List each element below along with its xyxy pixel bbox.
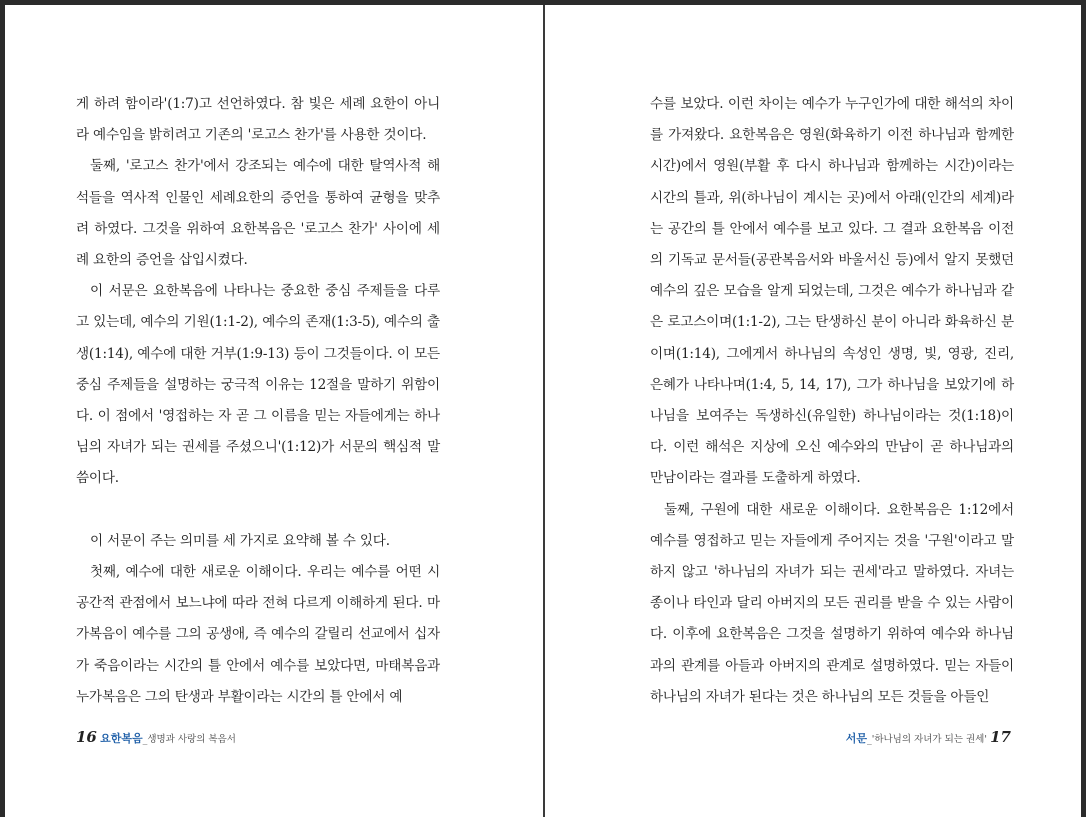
paragraph: 이 서문이 주는 의미를 세 가지로 요약해 볼 수 있다. [90, 532, 390, 549]
page-number: 16 [76, 728, 97, 746]
right-page-body [650, 89, 1014, 713]
paragraph-spacer [76, 495, 440, 526]
book-subtitle: _생명과 사랑의 복음서 [142, 734, 236, 745]
left-page [5, 5, 543, 817]
right-page-footer [846, 728, 1011, 746]
right-page [545, 5, 1081, 817]
paragraph: 첫째, 예수에 대한 새로운 이해이다. 우리는 예수를 어떤 시공간적 관점에서 보느냐에 따라 전혀 다르게 이해하게 된다. 마가복음이 예수를 그의 공생애, 즉 예수의 갈릴리 선교에서 십자가 죽음이라는 시간의 틀 안에서 예수를 보았다면, 마태복음과 누가복음은 그의 탄생과 부활이라는 시간의 틀 안에서 예 [76, 564, 440, 705]
paragraph: 둘째, 구원에 대한 새로운 이해이다. 요한복음은 1:12에서 예수를 영접하고 믿는 자들에게 주어지는 것을 '구원'이라고 말하지 않고 '하나님의 자녀가 되는 권세'라고 말하였다. 자녀는 종이나 타인과 달리 아버지의 모든 권리를 받을 수 있는 사람이다. 이후에 요한복음은 그것을 설명하기 위하여 예수와 하나님과의 관계를 아들과 아버지의 관계로 설명하였다. 믿는 자들이 하나님의 자녀가 된다는 것은 하나님의 모든 것들을 아들인 [650, 501, 1014, 705]
paragraph: 수를 보았다. 이런 차이는 예수가 누구인가에 대한 해석의 차이를 가져왔다. 요한복음은 영원(화육하기 이전 하나님과 함께한 시간)에서 영원(부활 후 다시 하나님과 함께하는 시간)이라는 시간의 틀과, 위(하나님이 계시는 곳)에서 아래(인간의 세계)라는 공간의 틀 안에서 예수를 보고 있다. 그 결과 요한복음 이전의 기독교 문서들(공관복음서와 바울서신 등)에서 알지 못했던 예수의 깊은 모습을 알게 되었는데, 그것은 예수가 하나님과 같은 로고스이며(1:1-2), 그는 탄생하신 분이 아니라 화육하신 분이며(1:14), 그에게서 하나님의 속성인 생명, 빛, 영광, 진리, 은혜가 나타나며(1:4, 5, 14, 17), 그가 하나님을 보았기에 하나님을 보여주는 독생하신(유일한) 하나님이라는 것(1:18)이다. 이런 해석은 지상에 오신 예수와의 만남이 곧 하나님과의 만남이라는 결과를 도출하게 하였다. [650, 96, 1014, 487]
section-title: _'하나님의 자녀가 되는 권세' [866, 734, 987, 745]
paragraph: 이 서문은 요한복음에 나타나는 중요한 중심 주제들을 다루고 있는데, 예수의 기원(1:1-2), 예수의 존재(1:3-5), 예수의 출생(1:14), 예수에 대한 거부(1:9-13) 등이 그것들이다. 이 모든 중심 주제들을 설명하는 궁극적 이유는 12절을 말하기 위함이다. 이 점에서 '영접하는 자 곧 그 이름을 믿는 자들에게는 하나님의 자녀가 되는 권세를 주셨으니'(1:12)가 서문의 핵심적 말씀이다. [76, 283, 440, 487]
left-page-body [76, 89, 440, 713]
book-title: 요한복음 [100, 732, 143, 745]
left-page-footer [76, 728, 236, 746]
paragraph: 게 하려 함이라'(1:7)고 선언하였다. 참 빛은 세례 요한이 아니라 예수임을 밝히려고 기존의 '로고스 찬가'를 사용한 것이다. [76, 96, 440, 144]
section-label: 서문 [845, 732, 867, 745]
paragraph: 둘째, '로고스 찬가'에서 강조되는 예수에 대한 탈역사적 해석들을 역사적 인물인 세례요한의 증언을 통하여 균형을 맞추려 하였다. 그것을 위하여 요한복음은 '로고스 찬가' 사이에 세례 요한의 증언을 삽입시켰다. [76, 158, 440, 269]
page-number: 17 [990, 728, 1011, 746]
